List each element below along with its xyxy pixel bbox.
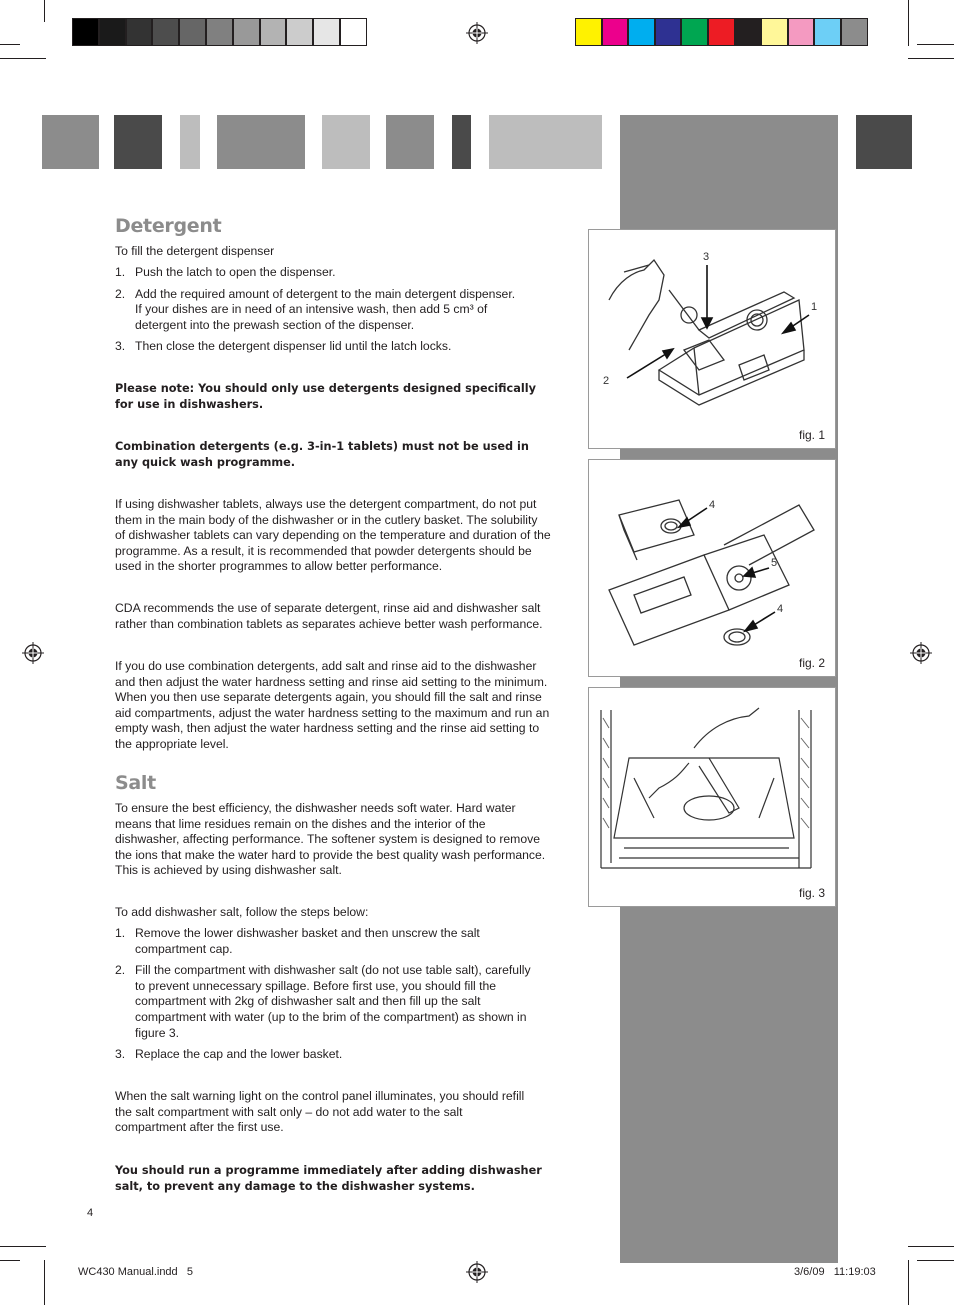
list-text: Push the latch to open the dispenser. <box>135 265 336 279</box>
header-block <box>42 115 99 169</box>
color-swatch <box>260 18 287 46</box>
color-swatch <box>681 18 708 46</box>
header-block <box>856 115 912 169</box>
figure-2-caption: fig. 2 <box>798 656 825 670</box>
cda-paragraph: CDA recommends the use of separate detergent, rinse aid and dishwasher salt rather than combination tablets as separates achieve better wash performance. <box>115 601 543 631</box>
crop-mark <box>917 1260 954 1261</box>
color-swatch <box>655 18 682 46</box>
list-item <box>115 339 551 355</box>
list-number: 3. <box>115 1047 126 1062</box>
registration-mark-icon <box>910 642 932 664</box>
color-swatch <box>628 18 655 46</box>
figure-3-caption: fig. 3 <box>798 886 825 900</box>
filling-salt-illustration <box>589 688 835 880</box>
crop-mark <box>908 1246 954 1247</box>
header-block <box>180 115 200 169</box>
color-swatch <box>575 18 602 46</box>
crop-mark <box>44 0 45 22</box>
crop-mark <box>0 1246 46 1247</box>
list-item <box>115 265 551 281</box>
registration-mark-icon <box>466 22 488 44</box>
salt-cap-illustration <box>589 460 835 650</box>
color-swatch <box>313 18 340 46</box>
footer-timestamp: 3/6/09 11:19:03 <box>794 1266 876 1278</box>
list-number: 2. <box>115 963 126 978</box>
footer-filename: WC430 Manual.indd 5 <box>78 1266 193 1278</box>
header-block <box>452 115 471 169</box>
color-swatch <box>286 18 313 46</box>
color-swatch <box>814 18 841 46</box>
crop-mark <box>0 44 20 45</box>
color-swatch <box>179 18 206 46</box>
salt-note: You should run a programme immediately after adding dishwasher salt, to prevent any damage to the dishwasher systems. <box>115 1164 542 1193</box>
color-swatch <box>841 18 868 46</box>
list-item <box>115 926 551 957</box>
figure-1-label: 1 <box>811 301 818 313</box>
page-number: 4 <box>87 1207 94 1219</box>
header-block <box>322 115 370 169</box>
color-swatch <box>72 18 99 46</box>
figure-2-label: 5 <box>771 557 778 569</box>
color-swatch <box>99 18 126 46</box>
color-swatch <box>708 18 735 46</box>
figure-2-label: 4 <box>777 603 784 615</box>
list-text: Add the required amount of detergent to the main detergent dispenser. If your dishes are in need of an intensive wash, then add 5 cm³ of detergent into the prewash section of the dispenser. <box>135 286 516 332</box>
color-swatch <box>152 18 179 46</box>
detergent-heading: Detergent <box>115 215 222 237</box>
salt-warning-paragraph: When the salt warning light on the control panel illuminates, you should refill the salt compartment with salt only – do not add water to the salt compartment after the first use. <box>115 1089 525 1135</box>
combination-note: Combination detergents (e.g. 3-in-1 tablets) must not be used in any quick wash programme. <box>115 440 529 469</box>
list-number: 1. <box>115 265 126 279</box>
list-number: 1. <box>115 926 126 940</box>
list-text: Remove the lower dishwasher basket and then unscrew the salt compartment cap. <box>135 926 480 956</box>
crop-mark <box>0 58 46 59</box>
detergent-intro: To fill the detergent dispenser <box>115 244 275 258</box>
crop-mark <box>908 1260 909 1305</box>
registration-mark-icon <box>22 642 44 664</box>
list-text: Replace the cap and the lower basket. <box>135 1047 343 1062</box>
figure-2 <box>588 459 836 677</box>
color-swatch <box>206 18 233 46</box>
crop-mark <box>908 0 909 46</box>
list-number: 2. <box>115 286 126 301</box>
detergent-steps <box>115 265 551 355</box>
figure-1-caption: fig. 1 <box>798 428 825 442</box>
list-number: 3. <box>115 339 126 354</box>
header-block <box>386 115 434 169</box>
header-block <box>217 115 305 169</box>
color-swatch <box>788 18 815 46</box>
crop-mark <box>44 1260 45 1305</box>
crop-mark <box>917 44 954 45</box>
list-item <box>115 287 551 334</box>
figure-1-label: 3 <box>703 251 710 263</box>
combination-paragraph: If you do use combination detergents, add salt and rinse aid to the dishwasher and then adjust the water hardness setting and rinse aid setting to the minimum. When you then use separate detergents again, you should fill the salt and rinse aid compartments, adjust the water hardness setting to the maximum and run an empty wash, then adjust the water hardness setting and the rinse aid setting to the appropriate level. <box>115 659 550 751</box>
list-item <box>115 1047 551 1063</box>
detergent-note: Please note: You should only use detergents designed specifically for use in dishwashers. <box>115 382 536 411</box>
header-block <box>489 115 602 169</box>
list-text: Fill the compartment with dishwasher salt (do not use table salt), carefully to prevent unnecessary spillage. Before first use, you should fill the compartment with 2kg of dishwasher salt and then fill up the salt compartment with water (up to the brim of the compartment) as shown in figure 3. <box>135 963 531 1040</box>
crop-mark <box>0 1260 20 1261</box>
crop-mark <box>908 58 954 59</box>
salt-heading: Salt <box>115 772 156 794</box>
figure-2-label: 4 <box>709 499 716 511</box>
figure-1-label: 2 <box>603 375 610 387</box>
tablets-paragraph: If using dishwasher tablets, always use the detergent compartment, do not put them in the main body of the dishwasher or in the cutlery basket. The solubility of dishwasher tablets can vary depending on the temperature and duration of the programme. As a result, it is recommended that powder detergents should be used in the shorter programmes to allow better performance. <box>115 497 551 574</box>
color-swatch <box>126 18 153 46</box>
salt-intro: To add dishwasher salt, follow the steps below: <box>115 905 369 919</box>
color-swatch <box>233 18 260 46</box>
color-swatch <box>602 18 629 46</box>
figure-3 <box>588 687 836 907</box>
salt-paragraph: To ensure the best efficiency, the dishwasher needs soft water. Hard water means that lime residues remain on the dishes and the interior of the dishwasher, affecting performance. The softener system is designed to remove the ions that make the water hard to provide the best quality wash performance. This is achieved by using dishwasher salt. <box>115 801 546 878</box>
detergent-dispenser-illustration <box>589 230 835 420</box>
list-text: Then close the detergent dispenser lid until the latch locks. <box>135 339 452 354</box>
figure-1 <box>588 229 836 449</box>
list-item <box>115 963 551 1041</box>
color-swatch <box>340 18 367 46</box>
registration-mark-icon <box>466 1261 488 1283</box>
salt-steps <box>115 926 551 1063</box>
color-swatch <box>761 18 788 46</box>
header-block <box>114 115 162 169</box>
color-swatch <box>735 18 762 46</box>
